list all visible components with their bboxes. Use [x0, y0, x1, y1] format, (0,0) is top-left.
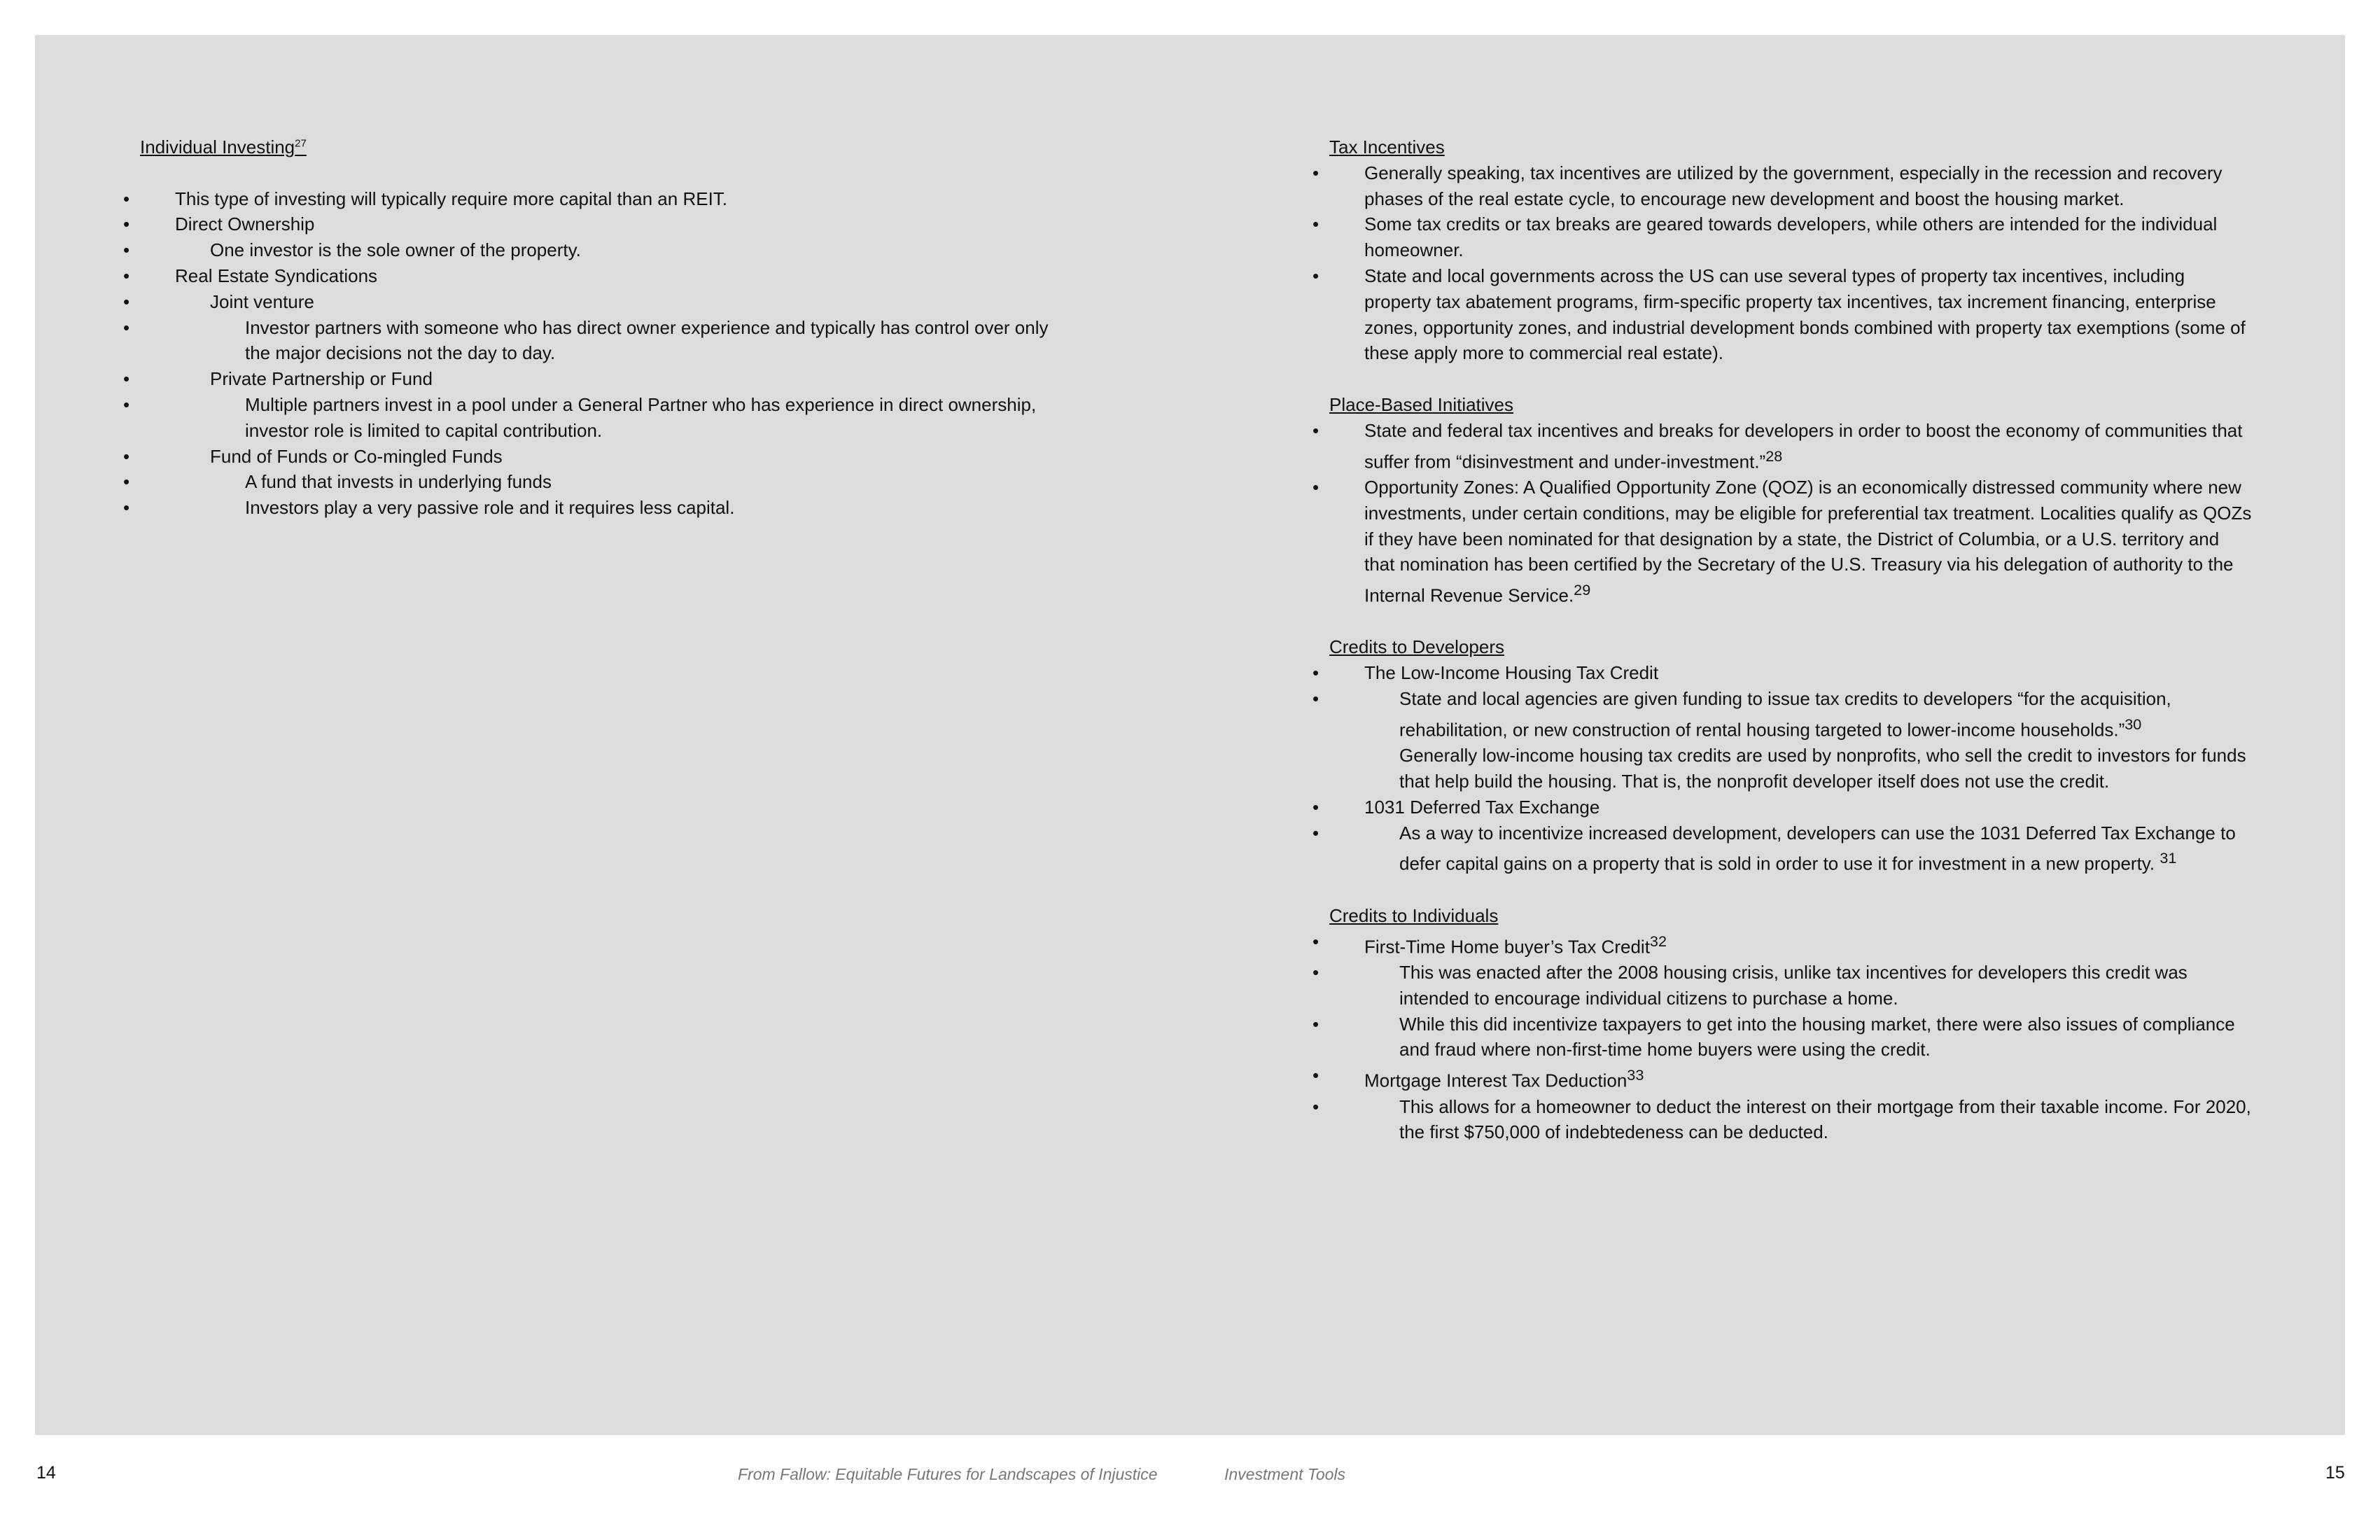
list-item-text: • The Low-Income Housing Tax Credit: [1364, 662, 1659, 684]
list-item-text: • Multiple partners invest in a pool under a General Partner who has experience in direct ownership, investor role is limited to capital contribution.: [245, 393, 1037, 441]
page-number-left: 14: [36, 1463, 56, 1483]
list-item-text: • Real Estate Syndications: [175, 265, 378, 286]
list-item: [1329, 1094, 2253, 1146]
list-item: [140, 263, 1071, 289]
list-item-text: • Direct Ownership: [175, 214, 315, 235]
list-item-text: • This allows for a homeowner to deduct the interest on their mortgage from their taxable income. For 2020, the first $750,000 of indebtedeness can be deducted.: [1399, 1096, 2251, 1143]
list-item-text: First-Time Home buyer’s Tax Credit: [1364, 936, 1650, 958]
section-heading-individual-investing: [140, 134, 1071, 160]
list-item: [1329, 263, 2253, 366]
chapter-title: Investment Tools: [1224, 1465, 1346, 1483]
list-item: [140, 211, 1071, 237]
list-item: [1329, 211, 2253, 263]
list-item-text: State and local agencies are given funding to issue tax credits to developers “for the acquisition, rehabilitation, or new construction of rental housing targeted to lower-income households.”: [1399, 688, 2171, 741]
section-list: [1329, 660, 2253, 877]
list-item-text-continued: Generally low-income housing tax credits are used by nonprofits, who sell the credit to investors for funds that help build the housing. That is, the nonprofit developer itself does not use the credit.: [1399, 745, 2246, 792]
list-item-text: • Investors play a very passive role and it requires less capital.: [245, 497, 735, 519]
list-item: [1329, 820, 2253, 877]
list-item: [140, 315, 1071, 367]
list-item: [1329, 1011, 2253, 1063]
section-list: [1329, 929, 2253, 1146]
individual-investing-list: [140, 186, 1071, 521]
list-item: [1329, 1063, 2253, 1093]
list-item: [140, 495, 1071, 521]
footnote-ref: 29: [1574, 581, 1591, 599]
list-item-text: Mortgage Interest Tax Deduction: [1364, 1070, 1628, 1091]
list-item: [140, 186, 1071, 212]
list-item-text: • One investor is the sole owner of the property.: [210, 239, 581, 261]
book-title: From Fallow: Equitable Futures for Landscapes of Injustice: [738, 1465, 1158, 1483]
section-place-based-initiatives: [1329, 392, 2253, 609]
list-item: [1329, 686, 2253, 794]
list-item-text: • Fund of Funds or Co-mingled Funds: [210, 445, 503, 467]
section-list: [1329, 160, 2253, 366]
section-credits-to-individuals: [1329, 903, 2253, 1145]
section-credits-to-developers: [1329, 634, 2253, 876]
list-item: [1329, 929, 2253, 960]
list-item-text: • This was enacted after the 2008 housing crisis, unlike tax incentives for developers this credit was intended to encourage individual citizens to purchase a home.: [1399, 961, 2188, 1009]
list-item-text: • This type of investing will typically require more capital than an REIT.: [175, 188, 728, 209]
list-item: [1329, 960, 2253, 1011]
section-heading: Credits to Individuals: [1329, 904, 1499, 926]
list-item-text: • Some tax credits or tax breaks are geared towards developers, while others are intended for the individual homeowner.: [1364, 214, 2218, 261]
section-heading: Place-Based Initiatives: [1329, 393, 1514, 415]
footnote-ref: 31: [2160, 849, 2177, 867]
footnote-ref: 27: [295, 137, 307, 150]
list-item: [1329, 660, 2253, 686]
list-item: [1329, 160, 2253, 212]
section-tax-incentives: [1329, 134, 2253, 366]
list-item-text: • Investor partners with someone who has direct owner experience and typically has control over only the major decisions not the day to day.: [245, 316, 1049, 364]
list-item-text: As a way to incentivize increased development, developers can use the 1031 Deferred Tax Exchange to defer capital gains on a property that is sold in order to use it for investment in a new property.: [1399, 822, 2236, 875]
section-heading: Credits to Developers: [1329, 636, 1504, 658]
section-list: [1329, 418, 2253, 609]
list-item: [140, 237, 1071, 263]
list-item-text: • While this did incentivize taxpayers to get into the housing market, there were also issues of compliance and fraud where non-first-time home buyers were using the credit.: [1399, 1013, 2235, 1060]
list-item-text: Opportunity Zones: A Qualified Opportunity Zone (QOZ) is an economically distressed community where new investments, under certain conditions, may be eligible for preferential tax treatment. Localities qualify as QOZs if they have been nominated for that designation by a state, the District of Columbia, or a U.S. territory and that nomination has been certified by the Secretary of the U.S. Treasury via his delegation of authority to the Internal Revenue Service.: [1364, 477, 2252, 606]
list-item-text: • Private Partnership or Fund: [210, 368, 433, 390]
list-item-text: • A fund that invests in underlying funds: [245, 471, 552, 493]
list-item: [140, 469, 1071, 495]
section-heading: Tax Incentives: [1329, 136, 1445, 158]
list-item: [1329, 475, 2253, 609]
list-item-text: • 1031 Deferred Tax Exchange: [1364, 796, 1600, 818]
list-item-text: State and federal tax incentives and breaks for developers in order to boost the economy of communities that suffer from “disinvestment and under-investment.”: [1364, 419, 2243, 472]
left-column: [140, 134, 1071, 521]
list-item: [140, 392, 1071, 444]
list-item: [1329, 418, 2253, 475]
list-item: [140, 366, 1071, 392]
list-item: [140, 289, 1071, 315]
footnote-ref: 33: [1627, 1066, 1644, 1084]
footnote-ref: 30: [2124, 715, 2142, 733]
right-column: [1329, 134, 2253, 1171]
list-item-text: • State and local governments across the US can use several types of property tax incentives, including property tax abatement programs, firm-specific property tax incentives, tax increment financing, enterprise zones, opportunity zones, and industrial development bonds combined with property tax exemptions (some of these apply more to commercial real estate).: [1364, 265, 2246, 364]
list-item: [1329, 794, 2253, 820]
list-item-text: • Joint venture: [210, 290, 314, 312]
page-number-right: 15: [2325, 1463, 2345, 1483]
list-item: [140, 444, 1071, 470]
heading-text: Individual Investing: [140, 136, 295, 158]
footnote-ref: 32: [1649, 932, 1667, 950]
footnote-ref: 28: [1765, 447, 1783, 465]
list-item-text: • Generally speaking, tax incentives are utilized by the government, especially in the recession and recovery phases of the real estate cycle, to encourage new development and boost the housing market.: [1364, 162, 2222, 209]
